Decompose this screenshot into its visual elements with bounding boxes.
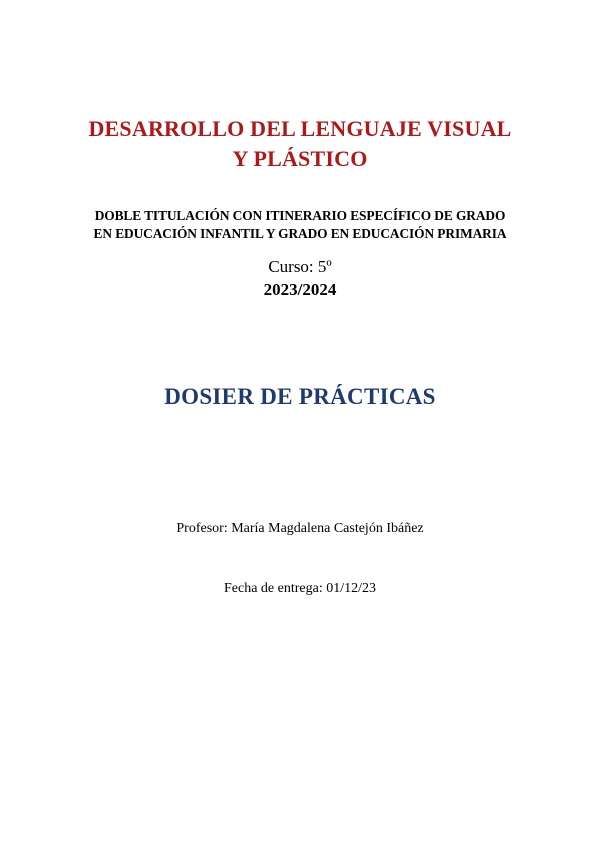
document-title	[40, 114, 560, 174]
document-title-line-1: DESARROLLO DEL LENGUAJE VISUAL	[88, 116, 512, 141]
degree-program-line-1: DOBLE TITULACIÓN CON ITINERARIO ESPECÍFICO DE GRADO	[94, 208, 506, 223]
degree-program-line-2: EN EDUCACIÓN INFANTIL Y GRADO EN EDUCACIÓN PRIMARIA	[93, 226, 507, 241]
document-title-line-2: Y PLÁSTICO	[232, 146, 368, 171]
professor-name: Profesor: María Magdalena Castejón Ibáñez	[176, 521, 424, 536]
course-level: Curso: 5º	[268, 257, 332, 276]
degree-program	[40, 207, 560, 243]
dossier-title: DOSIER DE PRÁCTICAS	[164, 384, 436, 409]
academic-year: 2023/2024	[263, 280, 337, 299]
delivery-date: Fecha de entrega: 01/12/23	[223, 581, 376, 596]
